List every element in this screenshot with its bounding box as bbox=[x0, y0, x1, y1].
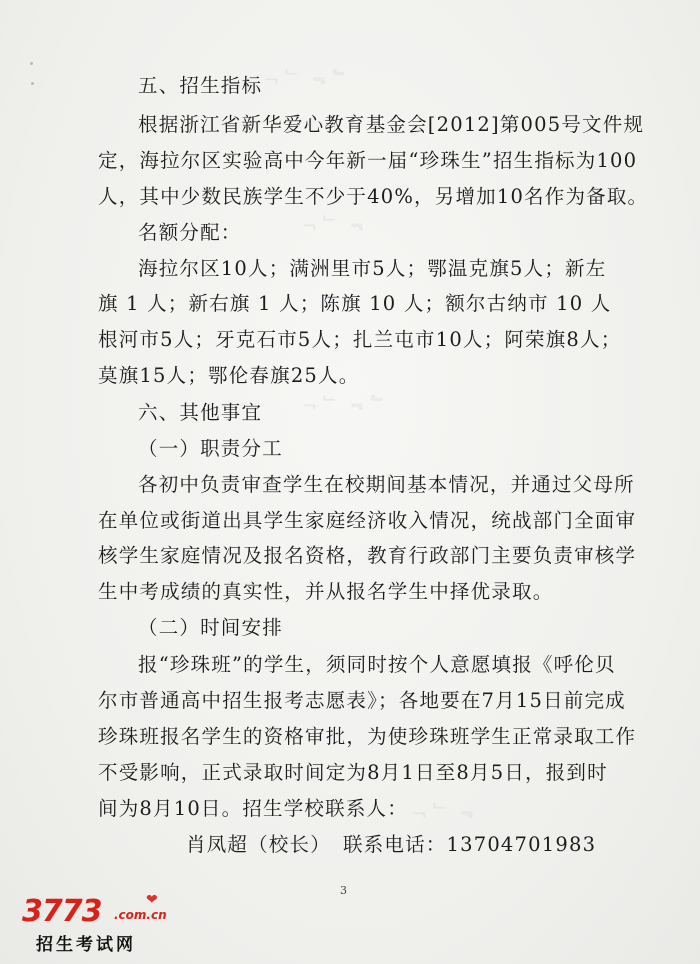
body-line: 报“珍珠班”的学生，须同时按个人意愿填报《呼伦贝 bbox=[138, 653, 616, 676]
bleed-through-mark: ﹁ ﹂ ﹃ bbox=[300, 214, 365, 232]
contact-phone: 联系电话：13704701983 bbox=[343, 833, 597, 856]
quota-line: 根河市5人；牙克石市5人；扎兰屯市10人；阿荣旗8人； bbox=[98, 328, 622, 351]
watermark-logo-domain: .com.cn bbox=[114, 908, 167, 922]
body-line: 在单位或街道出具学生家庭经济收入情况，统战部门全面审 bbox=[98, 509, 637, 532]
section-heading-6: 六、其他事宜 bbox=[138, 401, 263, 424]
body-line: 各初中负责审查学生在校期间基本情况，并通过父母所 bbox=[138, 473, 635, 496]
body-line: 不受影响，正式录取时间定为8月1日至8月5日，报到时 bbox=[98, 761, 608, 784]
bleed-through-mark: ﹁ ﹂ ﹃ ﹄ bbox=[300, 394, 389, 412]
watermark-logo-number: 3773 bbox=[22, 894, 102, 929]
body-line: 尔市普通高中招生报考志愿表》；各地要在7月15日前完成 bbox=[98, 689, 626, 712]
body-line: 根据浙江省新华爱心教育基金会[2012]第005号文件规 bbox=[138, 113, 645, 136]
contact-person: 肖凤超（校长） bbox=[186, 833, 331, 856]
body-line: 间为8月10日。招生学校联系人： bbox=[98, 797, 408, 820]
section-heading-5: 五、招生指标 bbox=[138, 74, 263, 97]
subsection-heading-2: （二）时间安排 bbox=[138, 616, 283, 639]
body-line: 定，海拉尔区实验高中今年新一届“珍珠生”招生指标为100 bbox=[98, 149, 638, 172]
body-line: 珍珠班报名学生的资格审批，为使珍珠班学生正常录取工作 bbox=[98, 725, 637, 748]
page-number: 3 bbox=[340, 884, 347, 897]
watermark-logo-subtitle: 招生考试网 bbox=[36, 935, 136, 955]
quota-line: 海拉尔区10人；满洲里市5人；鄂温克旗5人；新左 bbox=[138, 257, 607, 280]
quota-line: 莫旗15人；鄂伦春旗25人。 bbox=[98, 364, 360, 387]
heart-icon: ❤ bbox=[146, 892, 158, 908]
body-line: 人，其中少数民族学生不少于40%，另增加10名作为备取。 bbox=[98, 185, 649, 208]
quota-heading: 名额分配： bbox=[138, 221, 242, 244]
body-line: 生中考成绩的真实性，并从报名学生中择优录取。 bbox=[98, 580, 554, 603]
quota-line: 旗 1 人；新右旗 1 人；陈旗 10 人；额尔古纳市 10 人 bbox=[98, 292, 612, 315]
subsection-heading-1: （一）职责分工 bbox=[138, 437, 283, 460]
bleed-through-mark: ﹁ ﹂ ﹃ bbox=[410, 802, 475, 820]
scan-speck bbox=[30, 62, 33, 65]
scan-speck bbox=[31, 82, 34, 85]
bleed-through-mark: ﹁ ﹂ ﹃ ﹄ bbox=[262, 68, 351, 86]
body-line: 核学生家庭情况及报名资格，教育行政部门主要负责审核学 bbox=[98, 544, 637, 567]
watermark-logo[interactable] bbox=[22, 892, 192, 958]
